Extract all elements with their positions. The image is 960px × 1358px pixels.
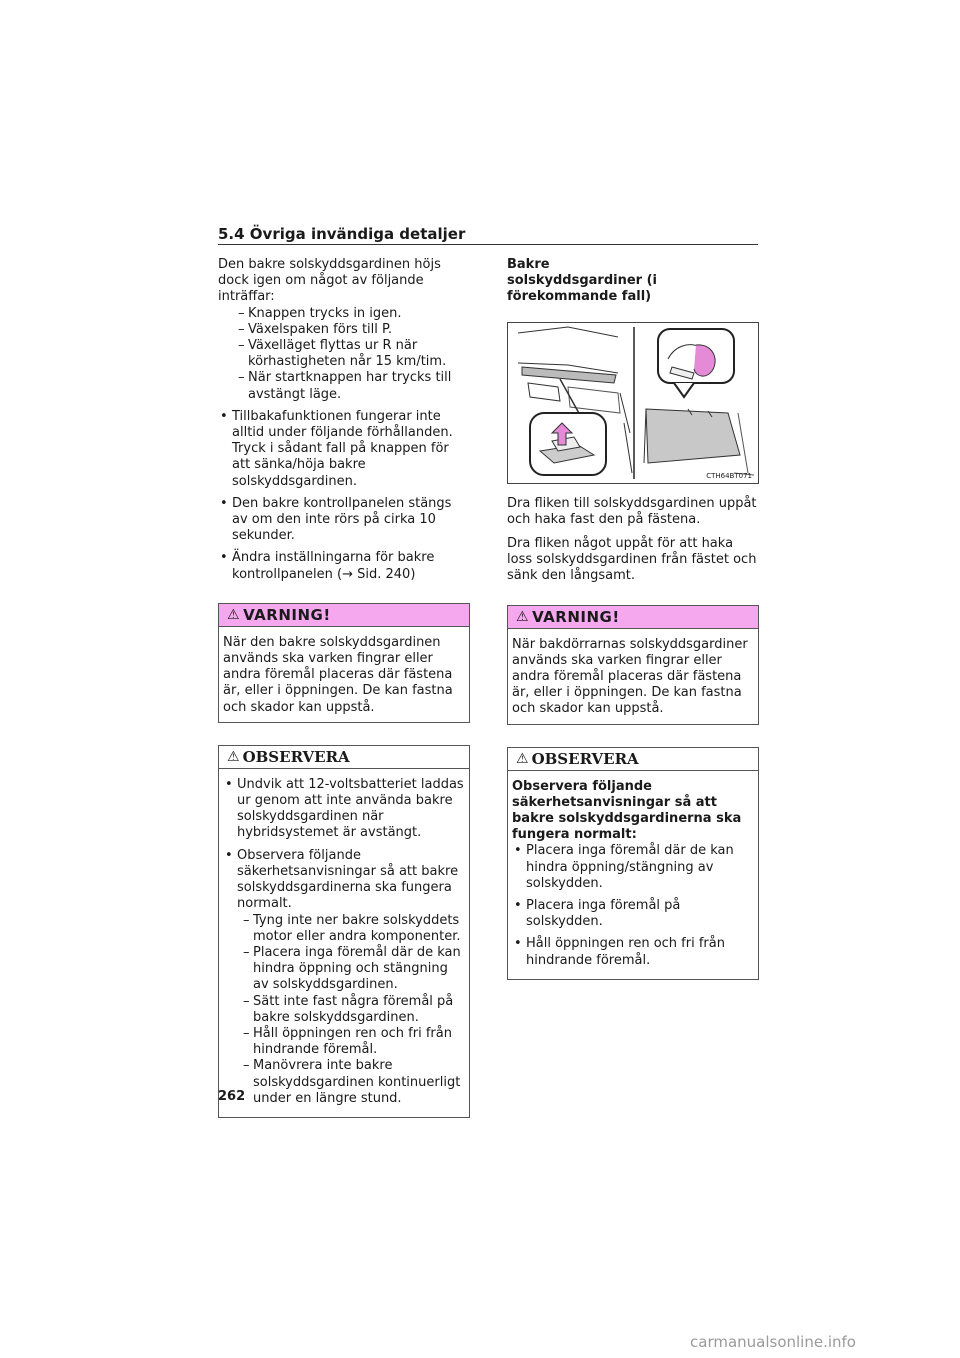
notice-lead: Observera följande säkerhetsanvisningar så att bakre solskyddsgardinerna ska fungera normalt: [512, 778, 742, 843]
warning-text: När bakdörrarnas solskyddsgardiner används ska varken fingrar eller andra föremål placeras där fästena är, eller i öppningen. De kan fastna och skador kan uppstå. [512, 636, 748, 717]
bullet-item: • Ändra inställningarna för bakre kontrollpanelen (→ Sid. 240) [220, 550, 435, 582]
bullet-item: • Tillbakafunktionen fungerar inte alltid under följande förhållanden. Tryck i sådant fall på knappen för att sänka/höja bakre solskyddsgardinen. [220, 408, 453, 489]
bullet-item: • Undvik att 12-voltsbatteriet laddas ur genom att inte använda bakre solskyddsgardinen när hybridsystemet är avstängt. [225, 776, 464, 841]
sub-item: – Växelspaken förs till P. [238, 321, 392, 337]
left-column [218, 257, 470, 1128]
section-title: 5.4 Övriga invändiga detaljer [218, 225, 466, 243]
section-header [218, 224, 758, 245]
warning-title-bar: ⚠ VARNING! [219, 604, 469, 627]
notice-sublist [223, 913, 465, 1107]
warning-body [219, 627, 469, 722]
sub-item: – Håll öppningen ren och fri från hindrande föremål. [243, 1025, 452, 1058]
notice-title-bar: ⚠ OBSERVERA [219, 746, 469, 769]
sub-item: – Manövrera inte bakre solskyddsgardinen kontinuerligt under en längre stund. [243, 1058, 461, 1106]
warning-body [508, 629, 758, 724]
notice-triangle-icon: ⚠ [516, 750, 529, 767]
intro-sublist [218, 306, 470, 403]
bullet-item: • Placera inga föremål där de kan hindra öppning/stängning av solskydden. [514, 843, 734, 891]
bullet-item: • Observera följande säkerhetsanvisningar så att bakre solskyddsgardinerna ska fungera normalt. [225, 847, 459, 912]
notice-title-bar: ⚠ OBSERVERA [508, 748, 758, 771]
instruction-text-2: Dra fliken något uppåt för att haka loss solskyddsgardinen från fästet och sänk den långsamt. [507, 536, 757, 584]
sub-item: – När startknappen har trycks till avstängt läge. [238, 370, 452, 402]
intro-text: Den bakre solskyddsgardinen höjs dock igen om något av följande inträffar: [218, 257, 441, 305]
warning-box [218, 603, 470, 723]
warning-title-bar: ⚠ VARNING! [508, 606, 758, 629]
sub-item: – Växelläget flyttas ur R när körhastigheten når 15 km/tim. [238, 338, 447, 370]
figure-code: CTH64BT071 [706, 471, 752, 480]
warning-box [507, 605, 759, 725]
right-column [507, 257, 759, 990]
notice-box [218, 745, 470, 1118]
sub-item: – Knappen trycks in igen. [238, 305, 402, 321]
notice-box [507, 747, 759, 980]
page-number: 262 [218, 1089, 246, 1104]
sunshade-drawing [508, 323, 758, 483]
bullet-item: • Den bakre kontrollpanelen stängs av om den inte rörs på cirka 10 sekunder. [220, 495, 452, 544]
sub-item: – Sätt inte fast några föremål på bakre solskyddsgardinen. [243, 993, 454, 1025]
warning-triangle-icon: ⚠ [227, 606, 241, 623]
subsection-heading: Bakre solskyddsgardiner (i förekommande fall) [507, 257, 657, 305]
sub-item: – Tyng inte ner bakre solskyddets motor eller andra komponenter. [243, 912, 461, 944]
bullet-item: • Håll öppningen ren och fri från hindrande föremål. [514, 936, 725, 968]
bullet-item: • Placera inga föremål på solskydden. [514, 898, 681, 930]
notice-body [219, 769, 469, 1117]
sunshade-illustration [507, 322, 759, 484]
instruction-text-1: Dra fliken till solskyddsgardinen uppåt och haka fast den på fästena. [507, 495, 757, 527]
notice-body [508, 771, 758, 979]
warning-triangle-icon: ⚠ [516, 608, 530, 625]
notice-triangle-icon: ⚠ [227, 748, 240, 765]
warning-text: När den bakre solskyddsgardinen används ska varken fingrar eller andra föremål placeras där fästena är, eller i öppningen. De kan fastna och skador kan uppstå. [223, 634, 453, 715]
site-watermark: carmanualsonline.info [690, 1333, 856, 1351]
sub-item: – Placera inga föremål där de kan hindra öppning och stängning av solskyddsgardinen. [243, 944, 461, 993]
